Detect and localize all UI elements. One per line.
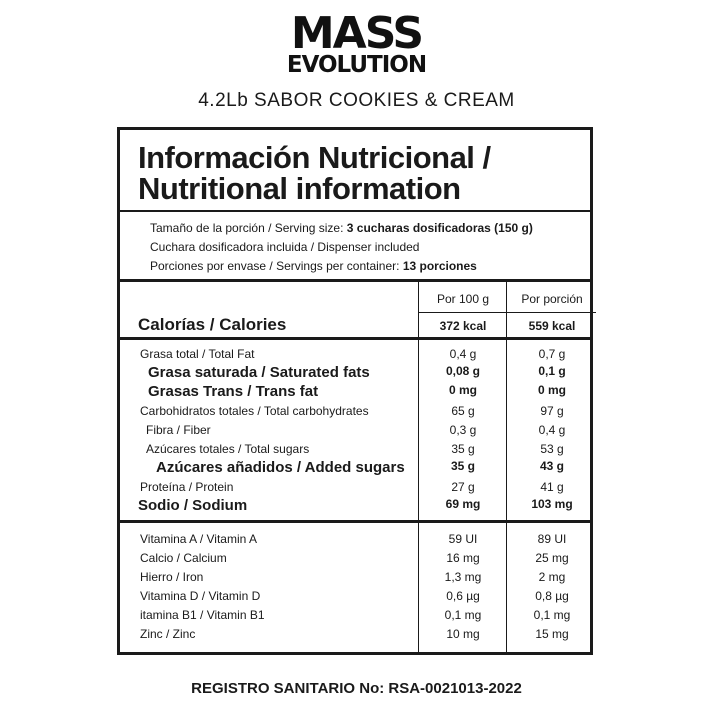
nutrient-per100: 0,08 g [445,364,481,378]
nutrient-perserving: 103 mg [531,497,573,511]
servings-per-container: Porciones por envase / Servings per container: 13 porciones [150,259,477,273]
vitamin-label: Vitamina D / Vitamin D [140,589,261,603]
vitamin-per100: 0,1 mg [444,608,482,622]
vitamin-per100: 10 mg [446,627,480,641]
nutrient-per100: 27 g [451,480,475,494]
nutrient-per100: 0 mg [448,383,477,397]
dispenser-note: Cuchara dosificadora incluida / Dispenser included [150,240,420,254]
vitamin-label: Vitamina A / Vitamin A [140,532,257,546]
vitamin-label: Hierro / Iron [140,570,204,584]
nutrient-label: Carbohidratos totales / Total carbohydrates [140,404,369,418]
nutrient-per100: 0,4 g [449,347,477,361]
vitamin-label: Calcio / Calcium [140,551,227,565]
panel-title-en: Nutritional information [138,171,461,206]
vitamin-per100: 16 mg [446,551,480,565]
calories-label: Calorías / Calories [138,315,287,334]
nutrient-label: Grasa saturada / Saturated fats [148,364,370,381]
calories-per100: 372 kcal [439,319,487,333]
nutrient-label: Grasas Trans / Trans fat [148,383,319,400]
vitamin-label: itamina B1 / Vitamin B1 [140,608,265,622]
nutrient-perserving: 0,7 g [538,347,566,361]
vitamin-perserving: 25 mg [535,551,569,565]
nutrient-label: Proteína / Protein [140,480,234,494]
vitamin-perserving: 0,1 mg [533,608,571,622]
column-header-per100: Por 100 g [436,292,490,306]
nutrient-label: Azúcares totales / Total sugars [146,442,310,456]
nutrient-label: Grasa total / Total Fat [140,347,255,361]
nutrient-per100: 69 mg [445,497,481,511]
vitamin-per100: 0,6 µg [446,589,480,603]
nutrient-perserving: 53 g [540,442,564,456]
product-subtitle: 4.2Lb SABOR COOKIES & CREAM [198,90,515,111]
vitamin-perserving: 89 UI [537,532,567,546]
divider [120,337,590,340]
divider [418,312,596,313]
nutrient-per100: 35 g [451,442,475,456]
vitamin-perserving: 15 mg [535,627,569,641]
brand-logo-line2: EVOLUTION [286,52,427,78]
calories-perserving: 559 kcal [528,319,576,333]
divider [120,279,590,282]
nutrient-per100: 0,3 g [449,423,477,437]
vitamin-per100: 59 UI [448,532,478,546]
vitamin-per100: 1,3 mg [444,570,482,584]
vitamin-perserving: 2 mg [538,570,566,584]
divider [120,210,590,212]
divider [120,520,590,523]
nutrient-perserving: 0,1 g [538,364,566,378]
nutrient-per100: 65 g [451,404,475,418]
nutrient-label: Azúcares añadidos / Added sugars [156,459,405,476]
nutrient-perserving: 0,4 g [538,423,566,437]
nutrient-label: Sodio / Sodium [138,497,248,514]
nutrition-facts-panel [117,127,593,655]
panel-title-es: Información Nutricional / [138,140,491,175]
nutrient-per100: 35 g [450,459,475,473]
nutrient-perserving: 0 mg [537,383,566,397]
column-header-perserving: Por porción [521,292,583,306]
brand-logo-line1: MASS [290,8,423,59]
nutrient-perserving: 97 g [540,404,564,418]
vitamin-perserving: 0,8 µg [535,589,569,603]
nutrient-label: Fibra / Fiber [146,423,211,437]
nutrient-perserving: 43 g [539,459,564,473]
serving-size: Tamaño de la porción / Serving size: 3 cucharas dosificadoras (150 g) [150,221,533,235]
nutrient-perserving: 41 g [540,480,564,494]
vitamin-label: Zinc / Zinc [140,627,196,641]
sanitary-registration: REGISTRO SANITARIO No: RSA-0021013-2022 [191,680,522,697]
